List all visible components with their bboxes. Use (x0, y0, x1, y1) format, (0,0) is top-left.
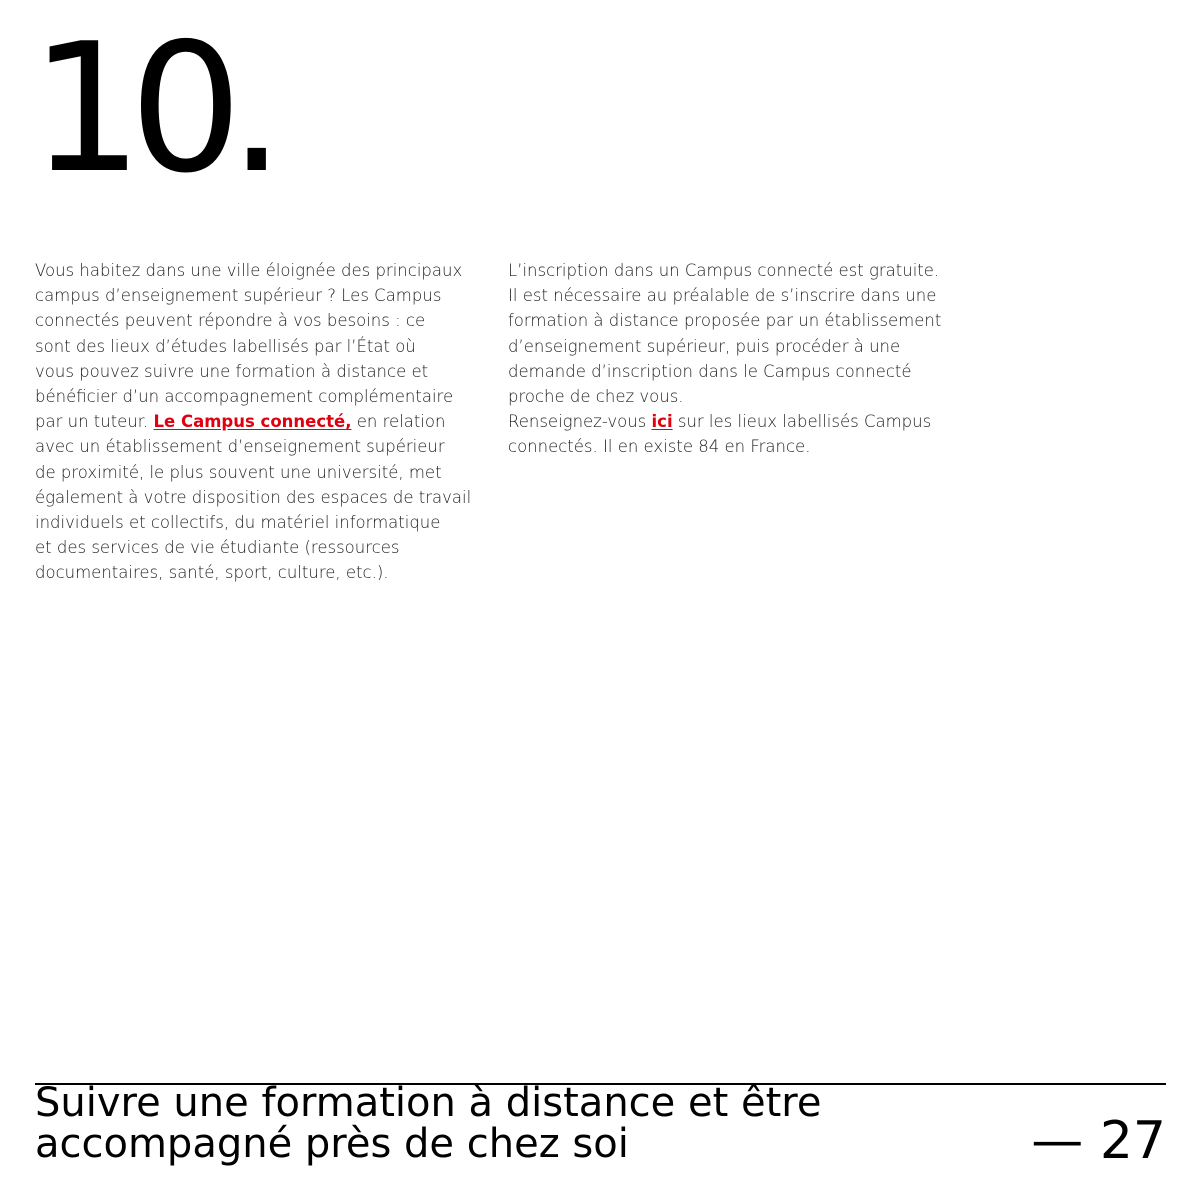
text-fragment: sur les lieux labellisés Campus (672, 412, 932, 432)
text-line: vous pouvez suivre une formation à distance et (35, 361, 429, 381)
text-line-with-link (35, 409, 485, 434)
text-line-with-link (508, 409, 968, 434)
page-number: — 27 (1031, 1111, 1166, 1171)
text-line: proche de chez vous. (508, 387, 684, 407)
text-fragment: en relation (351, 412, 446, 432)
text-line: formation à distance proposée par un établissement (508, 311, 942, 331)
text-line: demande d’inscription dans le Campus connecté (508, 361, 912, 381)
text-line: bénéficier d’un accompagnement complémentaire (35, 387, 454, 407)
footer-section-title (35, 1080, 935, 1167)
text-line: Vous habitez dans une ville éloignée des principaux (35, 261, 463, 280)
campus-connecte-link[interactable]: Le Campus connecté, (153, 412, 352, 432)
ici-link[interactable]: ici (651, 412, 673, 432)
text-line: également à votre disposition des espaces de travail (35, 487, 472, 507)
footer-title-line: Suivre une formation à distance et être (35, 1080, 822, 1126)
text-line: connectés. Il en existe 84 en France. (508, 437, 811, 457)
text-line: et des services de vie étudiante (ressources (35, 538, 400, 558)
text-line: campus d’enseignement supérieur ? Les Campus (35, 286, 442, 306)
text-line: individuels et collectifs, du matériel informatique (35, 513, 441, 533)
text-line: L’inscription dans un Campus connecté est gratuite. (508, 261, 940, 280)
right-text-column (508, 258, 968, 460)
text-fragment: par un tuteur. (35, 412, 154, 432)
text-line: Il est nécessaire au préalable de s’inscrire dans une (508, 286, 937, 306)
text-line: documentaires, santé, sport, culture, etc.). (35, 563, 389, 583)
text-line: d’enseignement supérieur, puis procéder à une (508, 336, 901, 356)
text-fragment: Renseignez-vous (508, 412, 652, 432)
footer-title-line: accompagné près de chez soi (35, 1121, 629, 1167)
text-line: connectés peuvent répondre à vos besoins : ce (35, 311, 426, 331)
text-line: sont des lieux d’études labellisés par l’État où (35, 336, 416, 356)
text-line: avec un établissement d’enseignement supérieur (35, 437, 445, 457)
chapter-number: 10. (30, 5, 272, 212)
text-line: de proximité, le plus souvent une université, met (35, 462, 442, 482)
left-text-column (35, 258, 485, 586)
